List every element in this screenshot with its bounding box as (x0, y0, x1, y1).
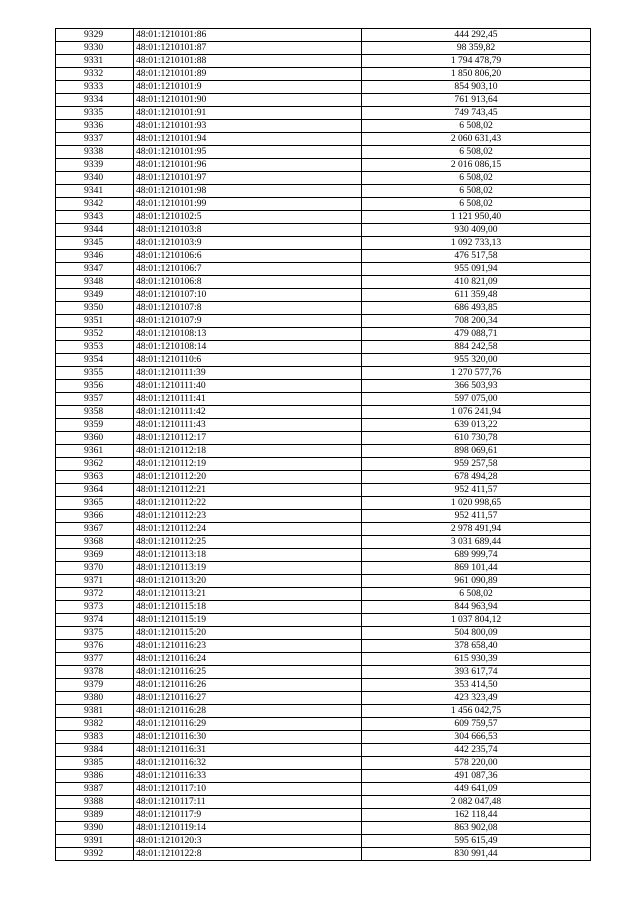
cadastral-number-cell: 48:01:1210117:10 (134, 783, 362, 796)
row-number-cell: 9347 (56, 263, 134, 276)
row-number-cell: 9330 (56, 42, 134, 55)
row-number-cell: 9352 (56, 328, 134, 341)
row-number-cell: 9329 (56, 29, 134, 42)
value-cell: 578 220,00 (362, 757, 591, 770)
row-number-cell: 9358 (56, 406, 134, 419)
table-row (56, 94, 591, 107)
value-cell: 689 999,74 (362, 549, 591, 562)
table-row (56, 640, 591, 653)
table-row (56, 692, 591, 705)
table-row (56, 302, 591, 315)
row-number-cell: 9372 (56, 588, 134, 601)
row-number-cell: 9361 (56, 445, 134, 458)
row-number-cell: 9371 (56, 575, 134, 588)
value-cell: 3 031 689,44 (362, 536, 591, 549)
table-row (56, 796, 591, 809)
row-number-cell: 9379 (56, 679, 134, 692)
cadastral-number-cell: 48:01:1210101:94 (134, 133, 362, 146)
table-row (56, 29, 591, 42)
cadastral-number-cell: 48:01:1210112:17 (134, 432, 362, 445)
row-number-cell: 9374 (56, 614, 134, 627)
table-row (56, 458, 591, 471)
value-cell: 6 508,02 (362, 185, 591, 198)
row-number-cell: 9370 (56, 562, 134, 575)
cadastral-number-cell: 48:01:1210117:11 (134, 796, 362, 809)
value-cell: 884 242,58 (362, 341, 591, 354)
value-cell: 353 414,50 (362, 679, 591, 692)
cadastral-number-cell: 48:01:1210111:42 (134, 406, 362, 419)
row-number-cell: 9383 (56, 731, 134, 744)
cadastral-number-cell: 48:01:1210116:28 (134, 705, 362, 718)
table-row (56, 42, 591, 55)
cadastral-number-cell: 48:01:1210101:89 (134, 68, 362, 81)
table-row (56, 783, 591, 796)
value-cell: 961 090,89 (362, 575, 591, 588)
cadastral-number-cell: 48:01:1210101:97 (134, 172, 362, 185)
value-cell: 708 200,34 (362, 315, 591, 328)
table-row (56, 471, 591, 484)
value-cell: 595 615,49 (362, 835, 591, 848)
cadastral-number-cell: 48:01:1210111:39 (134, 367, 362, 380)
value-cell: 393 617,74 (362, 666, 591, 679)
value-cell: 615 930,39 (362, 653, 591, 666)
table-row (56, 536, 591, 549)
cadastral-number-cell: 48:01:1210116:24 (134, 653, 362, 666)
value-cell: 449 641,09 (362, 783, 591, 796)
value-cell: 2 016 086,15 (362, 159, 591, 172)
value-cell: 749 743,45 (362, 107, 591, 120)
value-cell: 1 270 577,76 (362, 367, 591, 380)
cadastral-number-cell: 48:01:1210116:29 (134, 718, 362, 731)
table-body (56, 29, 591, 861)
cadastral-number-cell: 48:01:1210115:20 (134, 627, 362, 640)
cadastral-number-cell: 48:01:1210116:26 (134, 679, 362, 692)
value-cell: 98 359,82 (362, 42, 591, 55)
value-cell: 6 508,02 (362, 172, 591, 185)
row-number-cell: 9341 (56, 185, 134, 198)
table-row (56, 601, 591, 614)
row-number-cell: 9385 (56, 757, 134, 770)
value-cell: 442 235,74 (362, 744, 591, 757)
row-number-cell: 9381 (56, 705, 134, 718)
row-number-cell: 9335 (56, 107, 134, 120)
table-row (56, 185, 591, 198)
table-row (56, 211, 591, 224)
row-number-cell: 9389 (56, 809, 134, 822)
cadastral-number-cell: 48:01:1210112:18 (134, 445, 362, 458)
row-number-cell: 9362 (56, 458, 134, 471)
cadastral-number-cell: 48:01:1210116:31 (134, 744, 362, 757)
value-cell: 1 076 241,94 (362, 406, 591, 419)
row-number-cell: 9344 (56, 224, 134, 237)
row-number-cell: 9332 (56, 68, 134, 81)
value-cell: 854 903,10 (362, 81, 591, 94)
table-row (56, 588, 591, 601)
cadastral-number-cell: 48:01:1210102:5 (134, 211, 362, 224)
cadastral-number-cell: 48:01:1210116:30 (134, 731, 362, 744)
row-number-cell: 9363 (56, 471, 134, 484)
cadastral-number-cell: 48:01:1210108:13 (134, 328, 362, 341)
table-row (56, 445, 591, 458)
value-cell: 955 091,94 (362, 263, 591, 276)
row-number-cell: 9364 (56, 484, 134, 497)
row-number-cell: 9333 (56, 81, 134, 94)
cadastral-number-cell: 48:01:1210116:32 (134, 757, 362, 770)
table-row (56, 627, 591, 640)
value-cell: 410 821,09 (362, 276, 591, 289)
cadastral-number-cell: 48:01:1210107:9 (134, 315, 362, 328)
table-row (56, 263, 591, 276)
value-cell: 504 800,09 (362, 627, 591, 640)
value-cell: 1 456 042,75 (362, 705, 591, 718)
row-number-cell: 9377 (56, 653, 134, 666)
value-cell: 6 508,02 (362, 120, 591, 133)
value-cell: 955 320,00 (362, 354, 591, 367)
table-row (56, 341, 591, 354)
row-number-cell: 9357 (56, 393, 134, 406)
row-number-cell: 9386 (56, 770, 134, 783)
row-number-cell: 9366 (56, 510, 134, 523)
cadastral-number-cell: 48:01:1210116:27 (134, 692, 362, 705)
table-row (56, 809, 591, 822)
value-cell: 761 913,64 (362, 94, 591, 107)
cadastral-number-cell: 48:01:1210103:9 (134, 237, 362, 250)
cadastral-number-cell: 48:01:1210111:41 (134, 393, 362, 406)
table-row (56, 510, 591, 523)
value-cell: 611 359,48 (362, 289, 591, 302)
table-row (56, 757, 591, 770)
value-cell: 2 978 491,94 (362, 523, 591, 536)
value-cell: 1 037 804,12 (362, 614, 591, 627)
row-number-cell: 9331 (56, 55, 134, 68)
table-row (56, 575, 591, 588)
cadastral-number-cell: 48:01:1210101:90 (134, 94, 362, 107)
row-number-cell: 9360 (56, 432, 134, 445)
row-number-cell: 9376 (56, 640, 134, 653)
cadastral-number-cell: 48:01:1210113:19 (134, 562, 362, 575)
cadastral-number-cell: 48:01:1210106:6 (134, 250, 362, 263)
table-row (56, 406, 591, 419)
row-number-cell: 9391 (56, 835, 134, 848)
row-number-cell: 9355 (56, 367, 134, 380)
table-row (56, 159, 591, 172)
row-number-cell: 9373 (56, 601, 134, 614)
table-row (56, 68, 591, 81)
cadastral-number-cell: 48:01:1210108:14 (134, 341, 362, 354)
cadastral-number-cell: 48:01:1210101:88 (134, 55, 362, 68)
value-cell: 830 991,44 (362, 848, 591, 861)
cadastral-number-cell: 48:01:1210112:23 (134, 510, 362, 523)
row-number-cell: 9350 (56, 302, 134, 315)
table-row (56, 835, 591, 848)
value-cell: 1 794 478,79 (362, 55, 591, 68)
cadastral-number-cell: 48:01:1210111:40 (134, 380, 362, 393)
value-cell: 476 517,58 (362, 250, 591, 263)
value-cell: 378 658,40 (362, 640, 591, 653)
data-table (55, 28, 591, 861)
table-row (56, 172, 591, 185)
table-row (56, 107, 591, 120)
row-number-cell: 9346 (56, 250, 134, 263)
table-row (56, 432, 591, 445)
cadastral-number-cell: 48:01:1210116:25 (134, 666, 362, 679)
cadastral-number-cell: 48:01:1210115:18 (134, 601, 362, 614)
table-row (56, 237, 591, 250)
row-number-cell: 9390 (56, 822, 134, 835)
value-cell: 6 508,02 (362, 146, 591, 159)
table-row (56, 419, 591, 432)
table-row (56, 549, 591, 562)
cadastral-number-cell: 48:01:1210106:8 (134, 276, 362, 289)
cadastral-number-cell: 48:01:1210101:93 (134, 120, 362, 133)
row-number-cell: 9353 (56, 341, 134, 354)
table-row (56, 562, 591, 575)
cadastral-number-cell: 48:01:1210101:95 (134, 146, 362, 159)
cadastral-number-cell: 48:01:1210120:3 (134, 835, 362, 848)
cadastral-number-cell: 48:01:1210112:25 (134, 536, 362, 549)
row-number-cell: 9359 (56, 419, 134, 432)
value-cell: 959 257,58 (362, 458, 591, 471)
table-row (56, 328, 591, 341)
row-number-cell: 9369 (56, 549, 134, 562)
cadastral-number-cell: 48:01:1210122:8 (134, 848, 362, 861)
cadastral-number-cell: 48:01:1210117:9 (134, 809, 362, 822)
table-row (56, 614, 591, 627)
table-row (56, 55, 591, 68)
row-number-cell: 9356 (56, 380, 134, 393)
cadastral-number-cell: 48:01:1210116:33 (134, 770, 362, 783)
table-row (56, 380, 591, 393)
value-cell: 898 069,61 (362, 445, 591, 458)
cadastral-number-cell: 48:01:1210101:99 (134, 198, 362, 211)
table-row (56, 666, 591, 679)
value-cell: 491 087,36 (362, 770, 591, 783)
row-number-cell: 9368 (56, 536, 134, 549)
row-number-cell: 9384 (56, 744, 134, 757)
value-cell: 930 409,00 (362, 224, 591, 237)
value-cell: 952 411,57 (362, 510, 591, 523)
row-number-cell: 9343 (56, 211, 134, 224)
cadastral-number-cell: 48:01:1210112:21 (134, 484, 362, 497)
table-row (56, 224, 591, 237)
table-row (56, 744, 591, 757)
cadastral-number-cell: 48:01:1210101:87 (134, 42, 362, 55)
row-number-cell: 9338 (56, 146, 134, 159)
value-cell: 479 088,71 (362, 328, 591, 341)
cadastral-number-cell: 48:01:1210101:98 (134, 185, 362, 198)
table-row (56, 133, 591, 146)
table-row (56, 198, 591, 211)
row-number-cell: 9339 (56, 159, 134, 172)
cadastral-number-cell: 48:01:1210107:10 (134, 289, 362, 302)
row-number-cell: 9354 (56, 354, 134, 367)
cadastral-number-cell: 48:01:1210101:96 (134, 159, 362, 172)
table-row (56, 822, 591, 835)
value-cell: 952 411,57 (362, 484, 591, 497)
row-number-cell: 9387 (56, 783, 134, 796)
value-cell: 1 850 806,20 (362, 68, 591, 81)
row-number-cell: 9382 (56, 718, 134, 731)
row-number-cell: 9334 (56, 94, 134, 107)
cadastral-number-cell: 48:01:1210110:6 (134, 354, 362, 367)
table-row (56, 484, 591, 497)
cadastral-number-cell: 48:01:1210113:18 (134, 549, 362, 562)
cadastral-number-cell: 48:01:1210112:19 (134, 458, 362, 471)
value-cell: 597 075,00 (362, 393, 591, 406)
row-number-cell: 9349 (56, 289, 134, 302)
table-row (56, 705, 591, 718)
cadastral-number-cell: 48:01:1210111:43 (134, 419, 362, 432)
cadastral-number-cell: 48:01:1210116:23 (134, 640, 362, 653)
cadastral-number-cell: 48:01:1210101:86 (134, 29, 362, 42)
cadastral-number-cell: 48:01:1210107:8 (134, 302, 362, 315)
cadastral-number-cell: 48:01:1210115:19 (134, 614, 362, 627)
value-cell: 863 902,08 (362, 822, 591, 835)
row-number-cell: 9392 (56, 848, 134, 861)
value-cell: 1 020 998,65 (362, 497, 591, 510)
cadastral-number-cell: 48:01:1210112:20 (134, 471, 362, 484)
row-number-cell: 9375 (56, 627, 134, 640)
cadastral-number-cell: 48:01:1210119:14 (134, 822, 362, 835)
value-cell: 304 666,53 (362, 731, 591, 744)
row-number-cell: 9378 (56, 666, 134, 679)
value-cell: 1 121 950,40 (362, 211, 591, 224)
table-row (56, 120, 591, 133)
row-number-cell: 9336 (56, 120, 134, 133)
value-cell: 423 323,49 (362, 692, 591, 705)
value-cell: 2 082 047,48 (362, 796, 591, 809)
row-number-cell: 9337 (56, 133, 134, 146)
value-cell: 366 503,93 (362, 380, 591, 393)
cadastral-number-cell: 48:01:1210112:22 (134, 497, 362, 510)
cadastral-number-cell: 48:01:1210113:20 (134, 575, 362, 588)
row-number-cell: 9367 (56, 523, 134, 536)
row-number-cell: 9345 (56, 237, 134, 250)
row-number-cell: 9340 (56, 172, 134, 185)
table-row (56, 848, 591, 861)
table-row (56, 146, 591, 159)
table-row (56, 81, 591, 94)
table-row (56, 523, 591, 536)
row-number-cell: 9348 (56, 276, 134, 289)
table-row (56, 315, 591, 328)
value-cell: 162 118,44 (362, 809, 591, 822)
table-row (56, 731, 591, 744)
cadastral-number-cell: 48:01:1210112:24 (134, 523, 362, 536)
table-row (56, 276, 591, 289)
table-row (56, 250, 591, 263)
value-cell: 1 092 733,13 (362, 237, 591, 250)
row-number-cell: 9351 (56, 315, 134, 328)
value-cell: 678 494,28 (362, 471, 591, 484)
value-cell: 444 292,45 (362, 29, 591, 42)
value-cell: 2 060 631,43 (362, 133, 591, 146)
table-row (56, 653, 591, 666)
cadastral-number-cell: 48:01:1210106:7 (134, 263, 362, 276)
table-row (56, 497, 591, 510)
table-row (56, 367, 591, 380)
table-row (56, 718, 591, 731)
cadastral-number-cell: 48:01:1210103:8 (134, 224, 362, 237)
table-row (56, 289, 591, 302)
value-cell: 639 013,22 (362, 419, 591, 432)
value-cell: 6 508,02 (362, 198, 591, 211)
table-row (56, 770, 591, 783)
row-number-cell: 9380 (56, 692, 134, 705)
cadastral-number-cell: 48:01:1210101:91 (134, 107, 362, 120)
cadastral-number-cell: 48:01:1210101:9 (134, 81, 362, 94)
table-row (56, 679, 591, 692)
value-cell: 686 493,85 (362, 302, 591, 315)
row-number-cell: 9388 (56, 796, 134, 809)
value-cell: 610 730,78 (362, 432, 591, 445)
cadastral-number-cell: 48:01:1210113:21 (134, 588, 362, 601)
row-number-cell: 9342 (56, 198, 134, 211)
table-row (56, 354, 591, 367)
value-cell: 869 101,44 (362, 562, 591, 575)
value-cell: 844 963,94 (362, 601, 591, 614)
value-cell: 6 508,02 (362, 588, 591, 601)
row-number-cell: 9365 (56, 497, 134, 510)
value-cell: 609 759,57 (362, 718, 591, 731)
table-row (56, 393, 591, 406)
